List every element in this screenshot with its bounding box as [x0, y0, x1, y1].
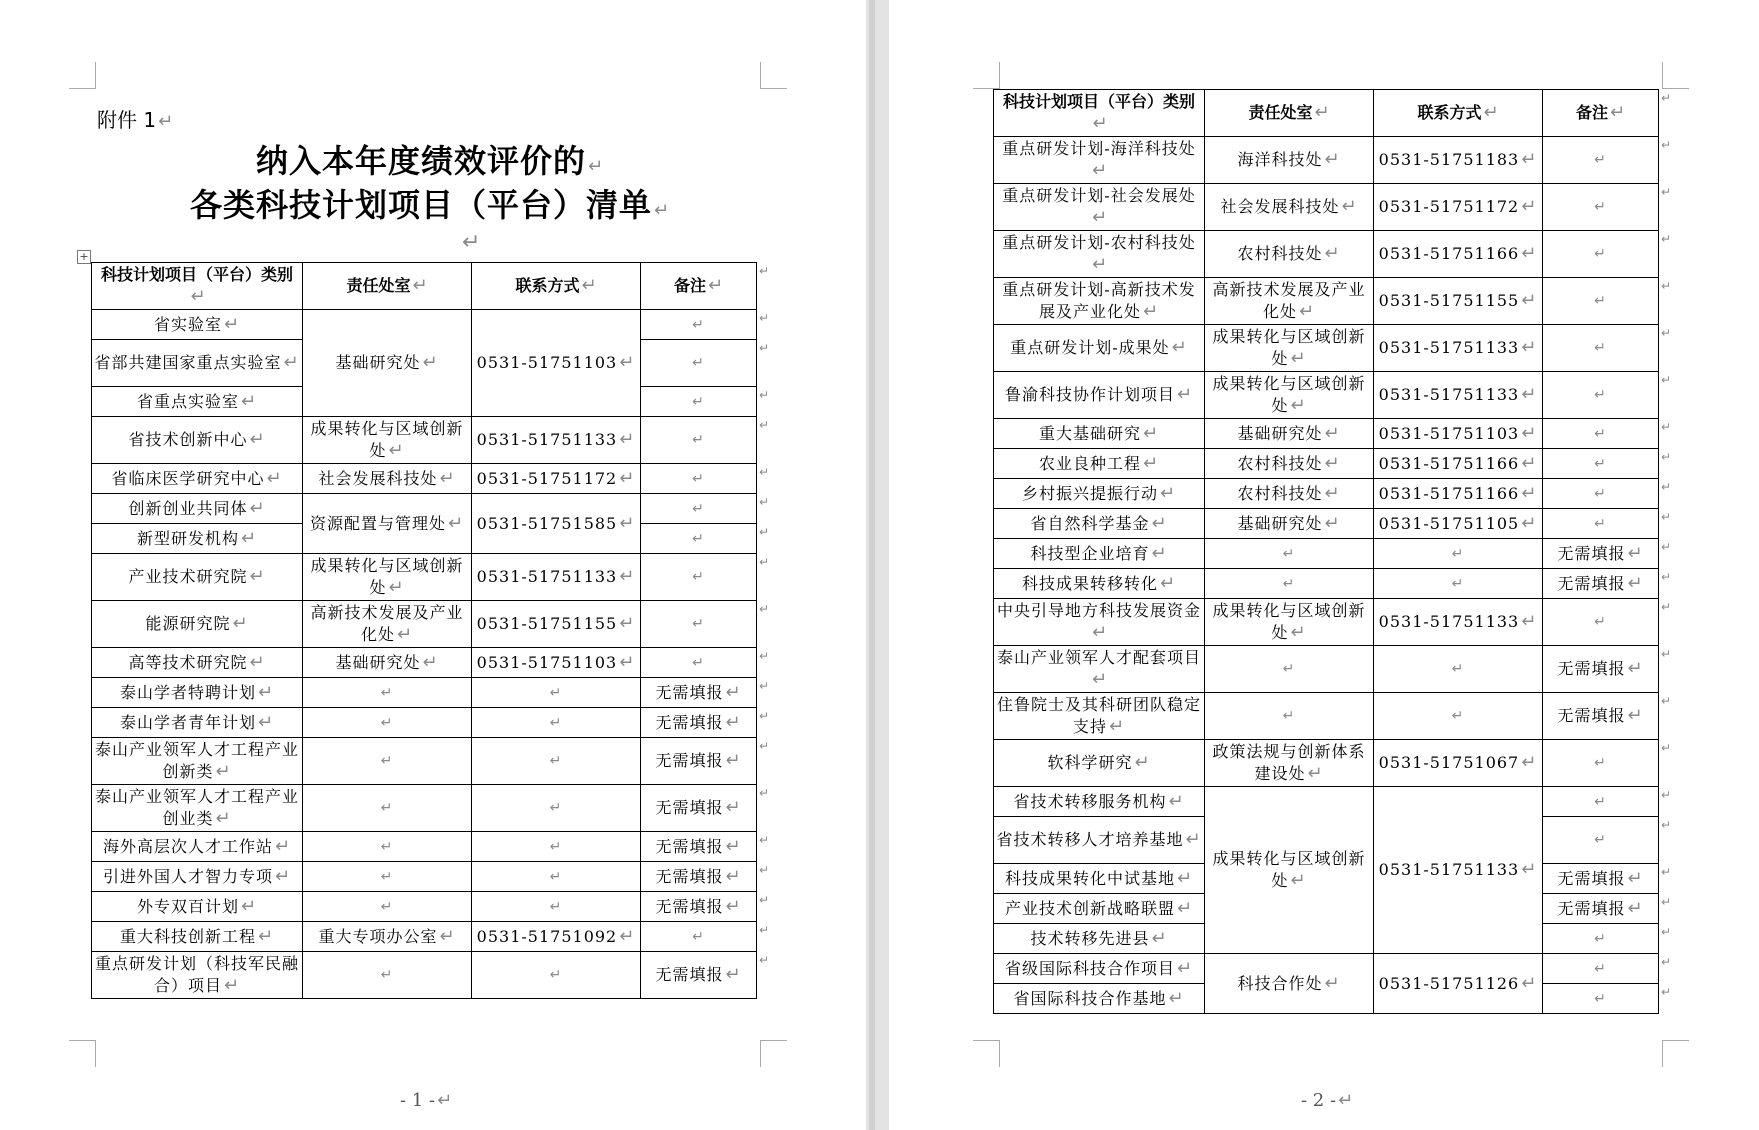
- table-row: [92, 648, 757, 678]
- category-cell: 重点研发计划-成果处 ↵: [994, 325, 1205, 372]
- row-end-mark: ↵: [759, 953, 770, 967]
- remarks-cell: 无需填报 ↵: [641, 785, 757, 832]
- row-end-mark: ↵: [1661, 480, 1672, 494]
- category-cell: 泰山产业领军人才工程产业创业类 ↵: [92, 785, 303, 832]
- category-cell: 中央引导地方科技发展资金↵: [994, 599, 1205, 646]
- crop-mark: [69, 1040, 96, 1067]
- category-cell: 引进外国人才智力专项 ↵: [92, 862, 303, 892]
- category-cell: 住鲁院士及其科研团队稳定支持 ↵: [994, 693, 1205, 740]
- department-cell: 农村科技处 ↵: [1205, 231, 1374, 278]
- department-cell: 重大专项办公室 ↵: [303, 922, 472, 952]
- remarks-cell: ↵: [1543, 231, 1659, 278]
- contact-cell: ↵: [1374, 569, 1543, 599]
- contact-cell: 0531-51751183 ↵: [1374, 137, 1543, 184]
- category-cell: 省技术转移人才培养基地 ↵: [994, 817, 1205, 864]
- table-move-handle-icon[interactable]: +: [77, 250, 91, 264]
- row-end-mark: ↵: [1661, 326, 1672, 340]
- table-row: [92, 922, 757, 952]
- department-cell: 社会发展科技处 ↵: [303, 464, 472, 494]
- remarks-cell: 无需填报 ↵: [1543, 894, 1659, 924]
- contact-cell: 0531-51751133 ↵: [472, 554, 641, 601]
- remarks-cell: 无需填报 ↵: [1543, 864, 1659, 894]
- contact-cell: 0531-51751133 ↵: [472, 417, 641, 464]
- department-cell: 高新技术发展及产业化处 ↵: [303, 601, 472, 648]
- category-cell: 泰山产业领军人才工程产业创新类 ↵: [92, 738, 303, 785]
- row-end-mark: ↵: [1661, 450, 1672, 464]
- remarks-cell: ↵: [641, 554, 757, 601]
- project-list-table-1: [91, 262, 757, 999]
- department-cell: ↵: [1205, 693, 1374, 740]
- contact-cell: 0531-51751155 ↵: [1374, 278, 1543, 325]
- row-end-mark: ↵: [759, 418, 770, 432]
- department-cell: 成果转化与区域创新处 ↵: [1205, 325, 1374, 372]
- category-cell: 重点研发计划-农村科技处↵: [994, 231, 1205, 278]
- remarks-cell: ↵: [641, 922, 757, 952]
- table-row: [994, 278, 1659, 325]
- table-row: [92, 862, 757, 892]
- table-row: [92, 952, 757, 999]
- row-end-mark: ↵: [759, 709, 770, 723]
- department-cell: ↵: [303, 892, 472, 922]
- table-row: [92, 310, 757, 340]
- remarks-cell: 无需填报 ↵: [641, 832, 757, 862]
- row-end-mark: ↵: [1661, 741, 1672, 755]
- contact-cell: 0531-51751133 ↵: [1374, 599, 1543, 646]
- category-cell: 省国际科技合作基地 ↵: [994, 984, 1205, 1014]
- remarks-cell: 无需填报 ↵: [641, 678, 757, 708]
- table-row: [994, 419, 1659, 449]
- project-list-table-2: [993, 89, 1659, 1014]
- department-cell: 成果转化与区域创新处 ↵: [303, 417, 472, 464]
- row-end-mark: ↵: [1661, 91, 1672, 105]
- remarks-cell: ↵: [1543, 984, 1659, 1014]
- department-cell: 资源配置与管理处 ↵: [303, 494, 472, 554]
- row-end-mark: ↵: [759, 833, 770, 847]
- row-end-mark: ↵: [1661, 540, 1672, 554]
- category-cell: 泰山学者特聘计划 ↵: [92, 678, 303, 708]
- table-row: [994, 479, 1659, 509]
- document-page-1: [0, 0, 866, 1130]
- remarks-cell: ↵: [641, 494, 757, 524]
- table-row: [994, 372, 1659, 419]
- contact-cell: ↵: [472, 678, 641, 708]
- remarks-cell: 无需填报 ↵: [1543, 569, 1659, 599]
- department-cell: ↵: [303, 785, 472, 832]
- remarks-cell: 无需填报 ↵: [641, 738, 757, 785]
- department-cell: 基础研究处 ↵: [1205, 419, 1374, 449]
- table-row: [92, 494, 757, 524]
- row-end-mark: ↵: [759, 923, 770, 937]
- category-cell: 科技型企业培育 ↵: [994, 539, 1205, 569]
- table-row: [994, 231, 1659, 278]
- row-end-mark: ↵: [759, 863, 770, 877]
- contact-cell: ↵: [472, 708, 641, 738]
- row-end-mark: ↵: [1661, 373, 1672, 387]
- table-row: [994, 787, 1659, 817]
- remarks-cell: ↵: [1543, 599, 1659, 646]
- row-end-mark: ↵: [1661, 788, 1672, 802]
- department-cell: 基础研究处 ↵: [1205, 509, 1374, 539]
- category-cell: 创新创业共同体 ↵: [92, 494, 303, 524]
- page-gap: [866, 0, 889, 1130]
- remarks-cell: ↵: [641, 524, 757, 554]
- contact-cell: 0531-51751133 ↵: [1374, 325, 1543, 372]
- table-row: [994, 954, 1659, 984]
- table-row: [994, 693, 1659, 740]
- category-cell: 软科学研究 ↵: [994, 740, 1205, 787]
- department-cell: 成果转化与区域创新处 ↵: [1205, 787, 1374, 954]
- department-cell: ↵: [303, 678, 472, 708]
- row-end-mark: ↵: [759, 388, 770, 402]
- remarks-cell: 无需填报 ↵: [641, 708, 757, 738]
- table-row: [92, 678, 757, 708]
- row-end-mark: ↵: [759, 679, 770, 693]
- remarks-cell: ↵: [1543, 924, 1659, 954]
- remarks-cell: ↵: [1543, 419, 1659, 449]
- row-end-mark: ↵: [759, 786, 770, 800]
- table-row: [994, 569, 1659, 599]
- category-cell: 省临床医学研究中心 ↵: [92, 464, 303, 494]
- department-cell: 海洋科技处 ↵: [1205, 137, 1374, 184]
- contact-cell: ↵: [1374, 539, 1543, 569]
- remarks-cell: ↵: [641, 464, 757, 494]
- department-cell: 科技合作处 ↵: [1205, 954, 1374, 1014]
- row-end-mark: ↵: [1661, 818, 1672, 832]
- category-cell: 科技成果转移转化 ↵: [994, 569, 1205, 599]
- page-number: - 1 - ↵: [400, 1090, 453, 1111]
- department-cell: ↵: [1205, 539, 1374, 569]
- row-end-mark: ↵: [1661, 600, 1672, 614]
- remarks-cell: ↵: [1543, 137, 1659, 184]
- department-cell: ↵: [1205, 646, 1374, 693]
- contact-cell: 0531-51751092 ↵: [472, 922, 641, 952]
- department-cell: ↵: [303, 832, 472, 862]
- row-end-mark: ↵: [1661, 279, 1672, 293]
- row-end-mark: ↵: [1661, 895, 1672, 909]
- row-end-mark: ↵: [759, 739, 770, 753]
- header-remarks: 备注 ↵: [1543, 90, 1659, 137]
- row-end-mark: ↵: [1661, 138, 1672, 152]
- row-end-mark: ↵: [759, 555, 770, 569]
- department-cell: 社会发展科技处 ↵: [1205, 184, 1374, 231]
- department-cell: 成果转化与区域创新处 ↵: [303, 554, 472, 601]
- table-row: [994, 449, 1659, 479]
- row-end-mark: ↵: [759, 465, 770, 479]
- table-row: [994, 599, 1659, 646]
- department-cell: 基础研究处 ↵: [303, 310, 472, 417]
- contact-cell: 0531-51751103 ↵: [472, 310, 641, 417]
- remarks-cell: ↵: [641, 387, 757, 417]
- header-department: 责任处室 ↵: [1205, 90, 1374, 137]
- contact-cell: ↵: [472, 862, 641, 892]
- remarks-cell: ↵: [1543, 740, 1659, 787]
- contact-cell: ↵: [472, 952, 641, 999]
- contact-cell: 0531-51751126 ↵: [1374, 954, 1543, 1014]
- remarks-cell: ↵: [641, 601, 757, 648]
- contact-cell: 0531-51751166 ↵: [1374, 479, 1543, 509]
- crop-mark: [760, 62, 787, 89]
- table-row: [92, 832, 757, 862]
- table-row: [994, 646, 1659, 693]
- row-end-mark: ↵: [1661, 647, 1672, 661]
- remarks-cell: ↵: [641, 340, 757, 387]
- table-row: [92, 738, 757, 785]
- row-end-mark: ↵: [1661, 185, 1672, 199]
- crop-mark: [760, 1040, 787, 1067]
- department-cell: ↵: [303, 952, 472, 999]
- contact-cell: 0531-51751103 ↵: [472, 648, 641, 678]
- category-cell: 农业良种工程 ↵: [994, 449, 1205, 479]
- contact-cell: ↵: [472, 892, 641, 922]
- row-end-mark: ↵: [759, 525, 770, 539]
- category-cell: 省实验室 ↵: [92, 310, 303, 340]
- table-row: [92, 417, 757, 464]
- category-cell: 科技成果转化中试基地 ↵: [994, 864, 1205, 894]
- row-end-mark: ↵: [759, 495, 770, 509]
- remarks-cell: ↵: [1543, 325, 1659, 372]
- category-cell: 技术转移先进县 ↵: [994, 924, 1205, 954]
- row-end-mark: ↵: [1661, 955, 1672, 969]
- row-end-mark: ↵: [1661, 694, 1672, 708]
- category-cell: 重点研发计划-海洋科技处↵: [994, 137, 1205, 184]
- remarks-cell: ↵: [1543, 184, 1659, 231]
- contact-cell: 0531-51751172 ↵: [472, 464, 641, 494]
- category-cell: 产业技术创新战略联盟 ↵: [994, 894, 1205, 924]
- remarks-cell: ↵: [1543, 479, 1659, 509]
- contact-cell: 0531-51751585 ↵: [472, 494, 641, 554]
- row-end-mark: ↵: [759, 602, 770, 616]
- category-cell: 省技术转移服务机构 ↵: [994, 787, 1205, 817]
- header-category: 科技计划项目（平台）类别↵: [92, 263, 303, 310]
- table-row: [92, 601, 757, 648]
- remarks-cell: ↵: [1543, 954, 1659, 984]
- remarks-cell: 无需填报 ↵: [1543, 646, 1659, 693]
- crop-mark: [69, 62, 96, 89]
- remarks-cell: ↵: [1543, 509, 1659, 539]
- row-end-mark: ↵: [1661, 570, 1672, 584]
- table-row: [994, 539, 1659, 569]
- page-title-line-1: 纳入本年度绩效评价的 ↵: [255, 142, 605, 180]
- contact-cell: 0531-51751105 ↵: [1374, 509, 1543, 539]
- remarks-cell: ↵: [1543, 372, 1659, 419]
- department-cell: ↵: [303, 708, 472, 738]
- contact-cell: 0531-51751067 ↵: [1374, 740, 1543, 787]
- contact-cell: 0531-51751133 ↵: [1374, 787, 1543, 954]
- category-cell: 泰山学者青年计划 ↵: [92, 708, 303, 738]
- category-cell: 省部共建国家重点实验室 ↵: [92, 340, 303, 387]
- remarks-cell: ↵: [641, 648, 757, 678]
- contact-cell: ↵: [1374, 693, 1543, 740]
- category-cell: 重点研发计划-高新技术发展及产业化处 ↵: [994, 278, 1205, 325]
- contact-cell: ↵: [472, 785, 641, 832]
- row-end-mark: ↵: [759, 649, 770, 663]
- department-cell: 基础研究处 ↵: [303, 648, 472, 678]
- header-category: 科技计划项目（平台）类别↵: [994, 90, 1205, 137]
- row-end-mark: ↵: [1661, 420, 1672, 434]
- department-cell: 农村科技处 ↵: [1205, 449, 1374, 479]
- row-end-mark: ↵: [759, 264, 770, 278]
- category-cell: 重点研发计划-社会发展处↵: [994, 184, 1205, 231]
- category-cell: 产业技术研究院 ↵: [92, 554, 303, 601]
- remarks-cell: ↵: [641, 417, 757, 464]
- department-cell: 农村科技处 ↵: [1205, 479, 1374, 509]
- category-cell: 省自然科学基金 ↵: [994, 509, 1205, 539]
- table-row: [994, 509, 1659, 539]
- crop-mark: [973, 1040, 1000, 1067]
- table-row: [994, 325, 1659, 372]
- row-end-mark: ↵: [1661, 985, 1672, 999]
- table-row: [92, 464, 757, 494]
- contact-cell: ↵: [472, 738, 641, 785]
- remarks-cell: 无需填报 ↵: [641, 892, 757, 922]
- table-row: [994, 184, 1659, 231]
- remarks-cell: 无需填报 ↵: [641, 862, 757, 892]
- category-cell: 高等技术研究院 ↵: [92, 648, 303, 678]
- category-cell: 海外高层次人才工作站 ↵: [92, 832, 303, 862]
- category-cell: 乡村振兴提振行动 ↵: [994, 479, 1205, 509]
- remarks-cell: 无需填报 ↵: [1543, 539, 1659, 569]
- contact-cell: 0531-51751166 ↵: [1374, 449, 1543, 479]
- remarks-cell: ↵: [1543, 787, 1659, 817]
- row-end-mark: ↵: [1661, 925, 1672, 939]
- remarks-cell: 无需填报 ↵: [641, 952, 757, 999]
- remarks-cell: 无需填报 ↵: [1543, 693, 1659, 740]
- paragraph-mark: ↵: [462, 230, 481, 255]
- header-contact: 联系方式 ↵: [472, 263, 641, 310]
- category-cell: 重大科技创新工程 ↵: [92, 922, 303, 952]
- contact-cell: 0531-51751172 ↵: [1374, 184, 1543, 231]
- row-end-mark: ↵: [1661, 865, 1672, 879]
- crop-mark: [1662, 1040, 1689, 1067]
- category-cell: 泰山产业领军人才配套项目↵: [994, 646, 1205, 693]
- department-cell: ↵: [303, 738, 472, 785]
- row-end-mark: ↵: [759, 341, 770, 355]
- row-end-mark: ↵: [759, 893, 770, 907]
- remarks-cell: ↵: [641, 310, 757, 340]
- table-row: [92, 554, 757, 601]
- department-cell: 成果转化与区域创新处 ↵: [1205, 372, 1374, 419]
- remarks-cell: ↵: [1543, 278, 1659, 325]
- page-title-line-2: 各类科技计划项目（平台）清单 ↵: [189, 186, 671, 224]
- table-row: [994, 137, 1659, 184]
- contact-cell: 0531-51751103 ↵: [1374, 419, 1543, 449]
- category-cell: 重点研发计划（科技军民融合）项目 ↵: [92, 952, 303, 999]
- department-cell: ↵: [1205, 569, 1374, 599]
- crop-mark: [973, 62, 1000, 89]
- department-cell: 高新技术发展及产业化处 ↵: [1205, 278, 1374, 325]
- row-end-mark: ↵: [759, 311, 770, 325]
- table-row: [92, 785, 757, 832]
- department-cell: ↵: [303, 862, 472, 892]
- table-row: [92, 708, 757, 738]
- table-row: [994, 740, 1659, 787]
- contact-cell: 0531-51751133 ↵: [1374, 372, 1543, 419]
- header-remarks: 备注 ↵: [641, 263, 757, 310]
- row-end-mark: ↵: [1661, 510, 1672, 524]
- crop-mark: [1662, 62, 1689, 89]
- remarks-cell: ↵: [1543, 817, 1659, 864]
- category-cell: 省重点实验室 ↵: [92, 387, 303, 417]
- contact-cell: 0531-51751166 ↵: [1374, 231, 1543, 278]
- header-department: 责任处室 ↵: [303, 263, 472, 310]
- contact-cell: ↵: [472, 832, 641, 862]
- remarks-cell: ↵: [1543, 449, 1659, 479]
- category-cell: 能源研究院 ↵: [92, 601, 303, 648]
- table-row: [92, 892, 757, 922]
- category-cell: 省技术创新中心 ↵: [92, 417, 303, 464]
- row-end-mark: ↵: [1661, 232, 1672, 246]
- department-cell: 成果转化与区域创新处 ↵: [1205, 599, 1374, 646]
- header-contact: 联系方式 ↵: [1374, 90, 1543, 137]
- category-cell: 外专双百计划 ↵: [92, 892, 303, 922]
- category-cell: 省级国际科技合作项目 ↵: [994, 954, 1205, 984]
- category-cell: 鲁渝科技协作计划项目 ↵: [994, 372, 1205, 419]
- attachment-label: 附件 1 ↵: [97, 108, 174, 132]
- contact-cell: ↵: [1374, 646, 1543, 693]
- department-cell: 政策法规与创新体系建设处 ↵: [1205, 740, 1374, 787]
- category-cell: 重大基础研究 ↵: [994, 419, 1205, 449]
- contact-cell: 0531-51751155 ↵: [472, 601, 641, 648]
- page-number: - 2 - ↵: [1301, 1090, 1354, 1111]
- category-cell: 新型研发机构 ↵: [92, 524, 303, 554]
